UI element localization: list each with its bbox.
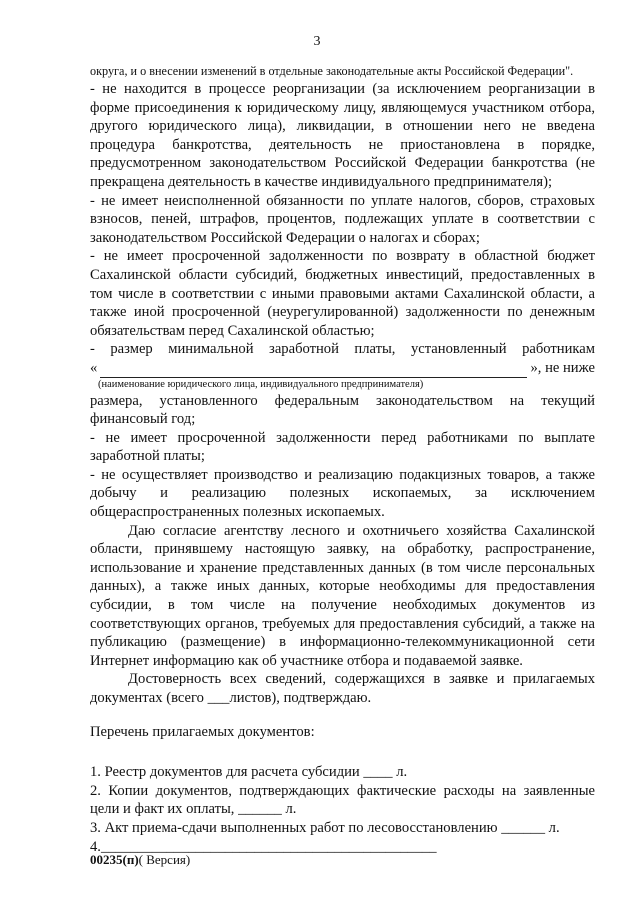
- attachments-title: Перечень прилагаемых документов:: [90, 723, 315, 740]
- footer: [90, 852, 190, 868]
- quote-open: «: [90, 359, 98, 376]
- organization-name-field[interactable]: [100, 363, 527, 378]
- attachment-item-4: 4.______________________________________________: [90, 838, 437, 855]
- attachment-item-2: 2. Копии документов, подтверждающих фактические расходы на заявленные цели и факт их оплаты, ______ л.: [90, 782, 595, 818]
- attachment-item-1: 1. Реестр документов для расчета субсидии ____ л.: [90, 764, 408, 781]
- field-caption: (наименование юридического лица, индивидуального предпринимателя): [98, 378, 424, 390]
- condition-reorganization: - не находится в процессе реорганизации (за исключением реорганизации в форме присоединения к юридическому лицу, являющемуся участником отбора, другого юридического лица), ликвидации, в отношении него не введена процедура банкротства, деятельность не приостановлена в порядке, предусмотренном законодательством Российской Федерации банкротства (не прекращена деятельность в качестве индивидуального предпринимателя);: [90, 81, 595, 190]
- consent-paragraph: Даю согласие агентству лесного и охотничьего хозяйства Сахалинской области, принявшему настоящую заявку, на обработку, распространение, использование и хранение представленных данных (в том числе персональных данных), а также иных данных, которые необходимы для предоставления субсидии, в том числе на получение необходимых документов из соответствующих органов, требуемых для предоставления субсидий, а также на публикацию (размещение) в информационно-телекоммуникационной сети Интернет информацию как об участнике отбора и подаваемой заявке.: [90, 522, 595, 669]
- document-code: 00235(п): [90, 852, 139, 867]
- condition-excise: - не осуществляет производство и реализацию подакцизных товаров, а также добычу и реализацию полезных ископаемых, за исключением общераспространенных полезных ископаемых.: [90, 466, 595, 521]
- condition-min-wage-cont: размера, установленного федеральным законодательством на текущий финансовый год;: [90, 392, 595, 428]
- condition-salary-debt: - не имеет просроченной задолженности перед работниками по выплате заработной платы;: [90, 429, 595, 465]
- document-body: [90, 62, 595, 856]
- organization-name-row: [90, 359, 595, 378]
- attachment-item-3: 3. Акт приема-сдачи выполненных работ по лесовосстановлению ______ л.: [90, 819, 560, 836]
- page-number: 3: [313, 34, 321, 49]
- confirmation-paragraph: Достоверность всех сведений, содержащихся в заявке и прилагаемых документах (всего ___листов), подтверждаю.: [90, 671, 595, 706]
- condition-debt: - не имеет просроченной задолженности по возврату в областной бюджет Сахалинской области субсидий, бюджетных инвестиций, предоставленных в том числе в соответствии с иными правовыми актами Сахалинской области, а также иной просроченной (неурегулированной) задолженности по денежным обязательствам перед Сахалинской областью;: [90, 248, 595, 339]
- paragraph-continuation: округа, и о внесении изменений в отдельные законодательные акты Российской Федерации".: [90, 64, 574, 78]
- document-version: ( Версия): [138, 852, 191, 867]
- condition-min-wage: - размер минимальной заработной платы, установленный работникам: [90, 341, 595, 358]
- quote-close: », не ниже: [530, 359, 595, 376]
- condition-taxes: - не имеет неисполненной обязанности по уплате налогов, сборов, страховых взносов, пеней, штрафов, процентов, подлежащих уплате в соответствии с законодательством Российской Федерации о налогах и сборах;: [90, 192, 595, 246]
